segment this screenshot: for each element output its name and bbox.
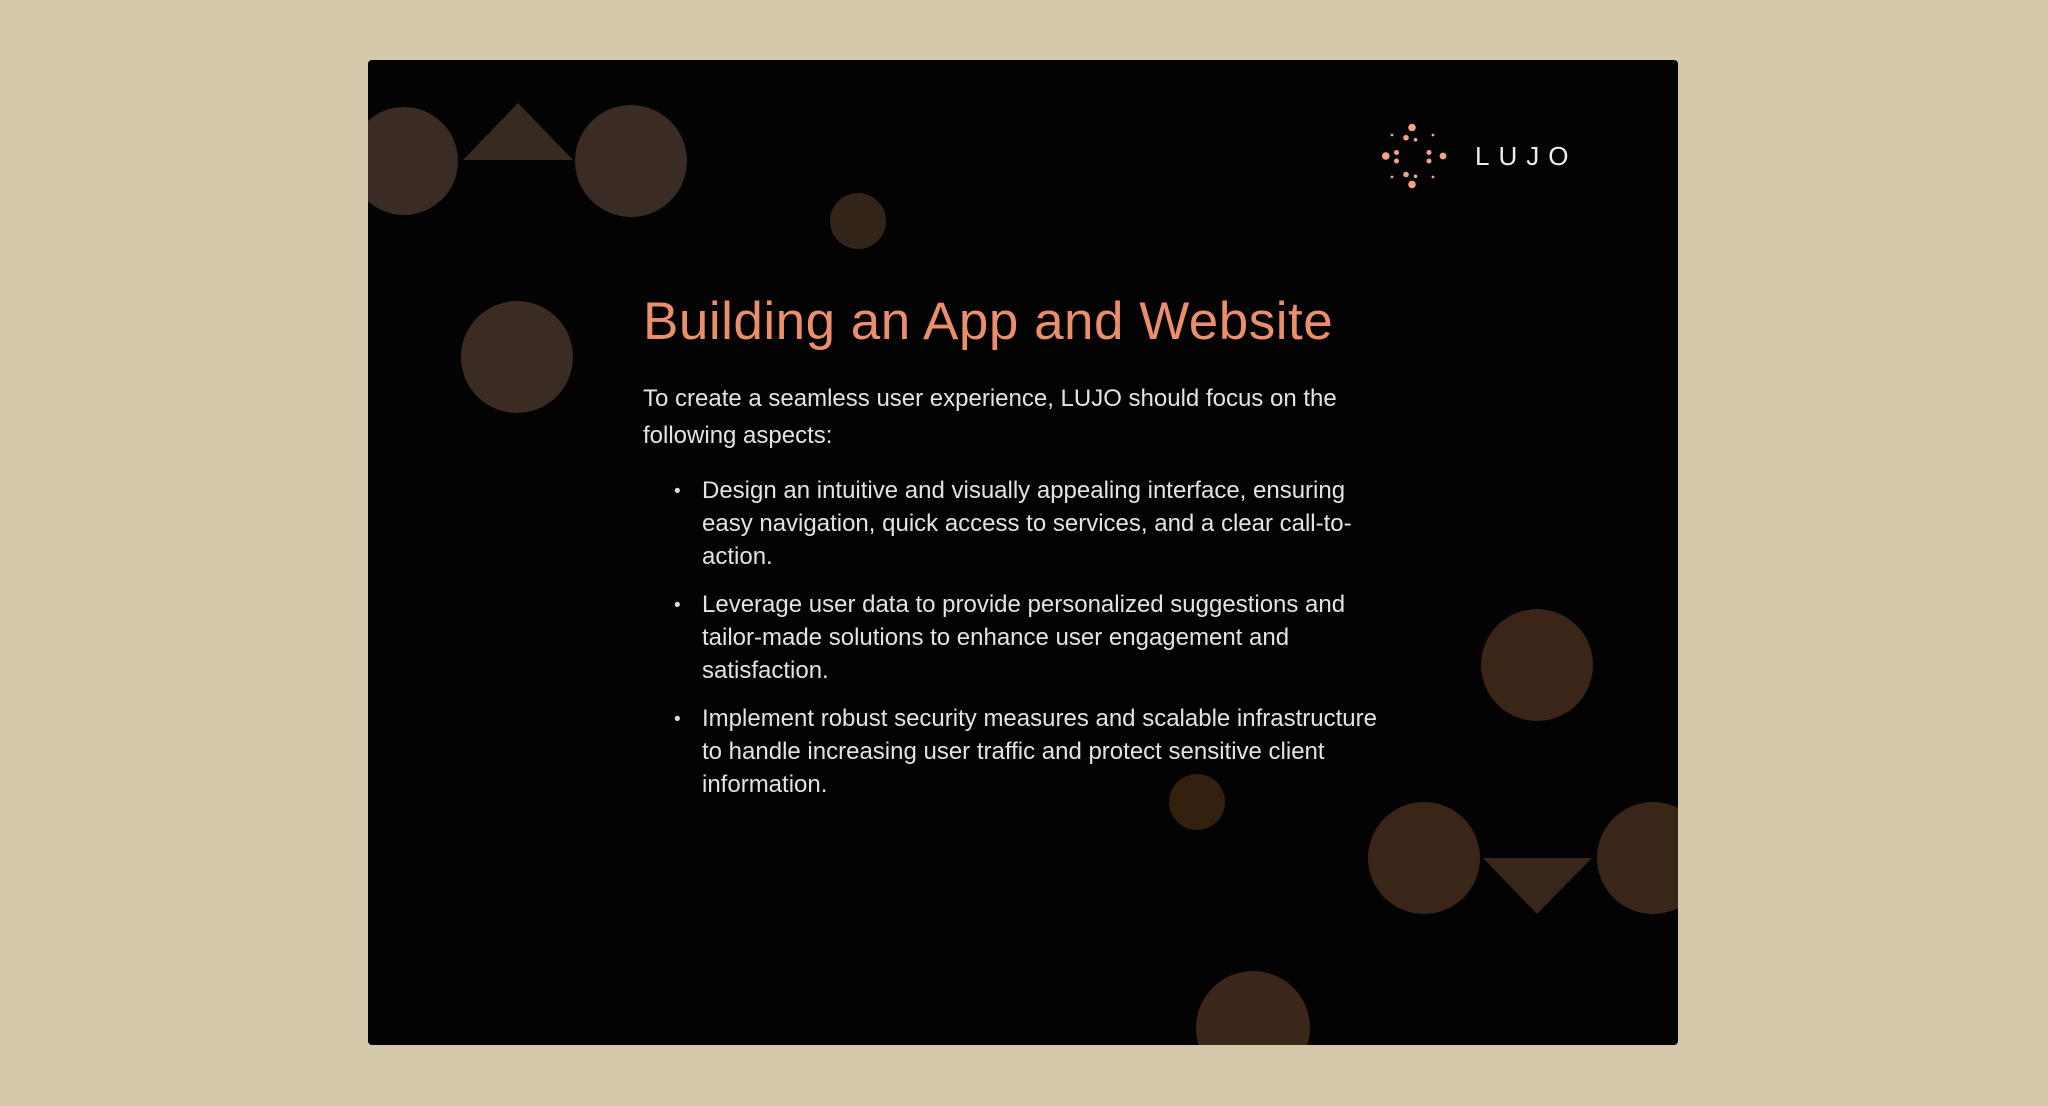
bullet-item-design: • Design an intuitive and visually appealing interface, ensuring easy navigation, quick access to services, and a clear call-to-action. — [672, 474, 1402, 573]
slide-intro-text: To create a seamless user experience, LUJO should focus on the following aspects: — [643, 385, 1337, 449]
slide-title: Building an App and Website — [643, 292, 1334, 351]
bullet-item-personalization: • Leverage user data to provide personalized suggestions and tailor-made solutions to enhance user engagement and satisfaction. — [672, 588, 1402, 687]
slide-bullet-list — [672, 474, 1402, 816]
lujo-logo — [1382, 122, 1577, 190]
lujo-wordmark: LUJO — [1475, 141, 1578, 171]
bullet-item-security: • Implement robust security measures and scalable infrastructure to handle increasing user traffic and protect sensitive client information. — [672, 702, 1402, 801]
slide-canvas — [368, 60, 1678, 1045]
lujo-dots-logo-icon — [1382, 122, 1448, 190]
slide-content — [368, 60, 1678, 1045]
